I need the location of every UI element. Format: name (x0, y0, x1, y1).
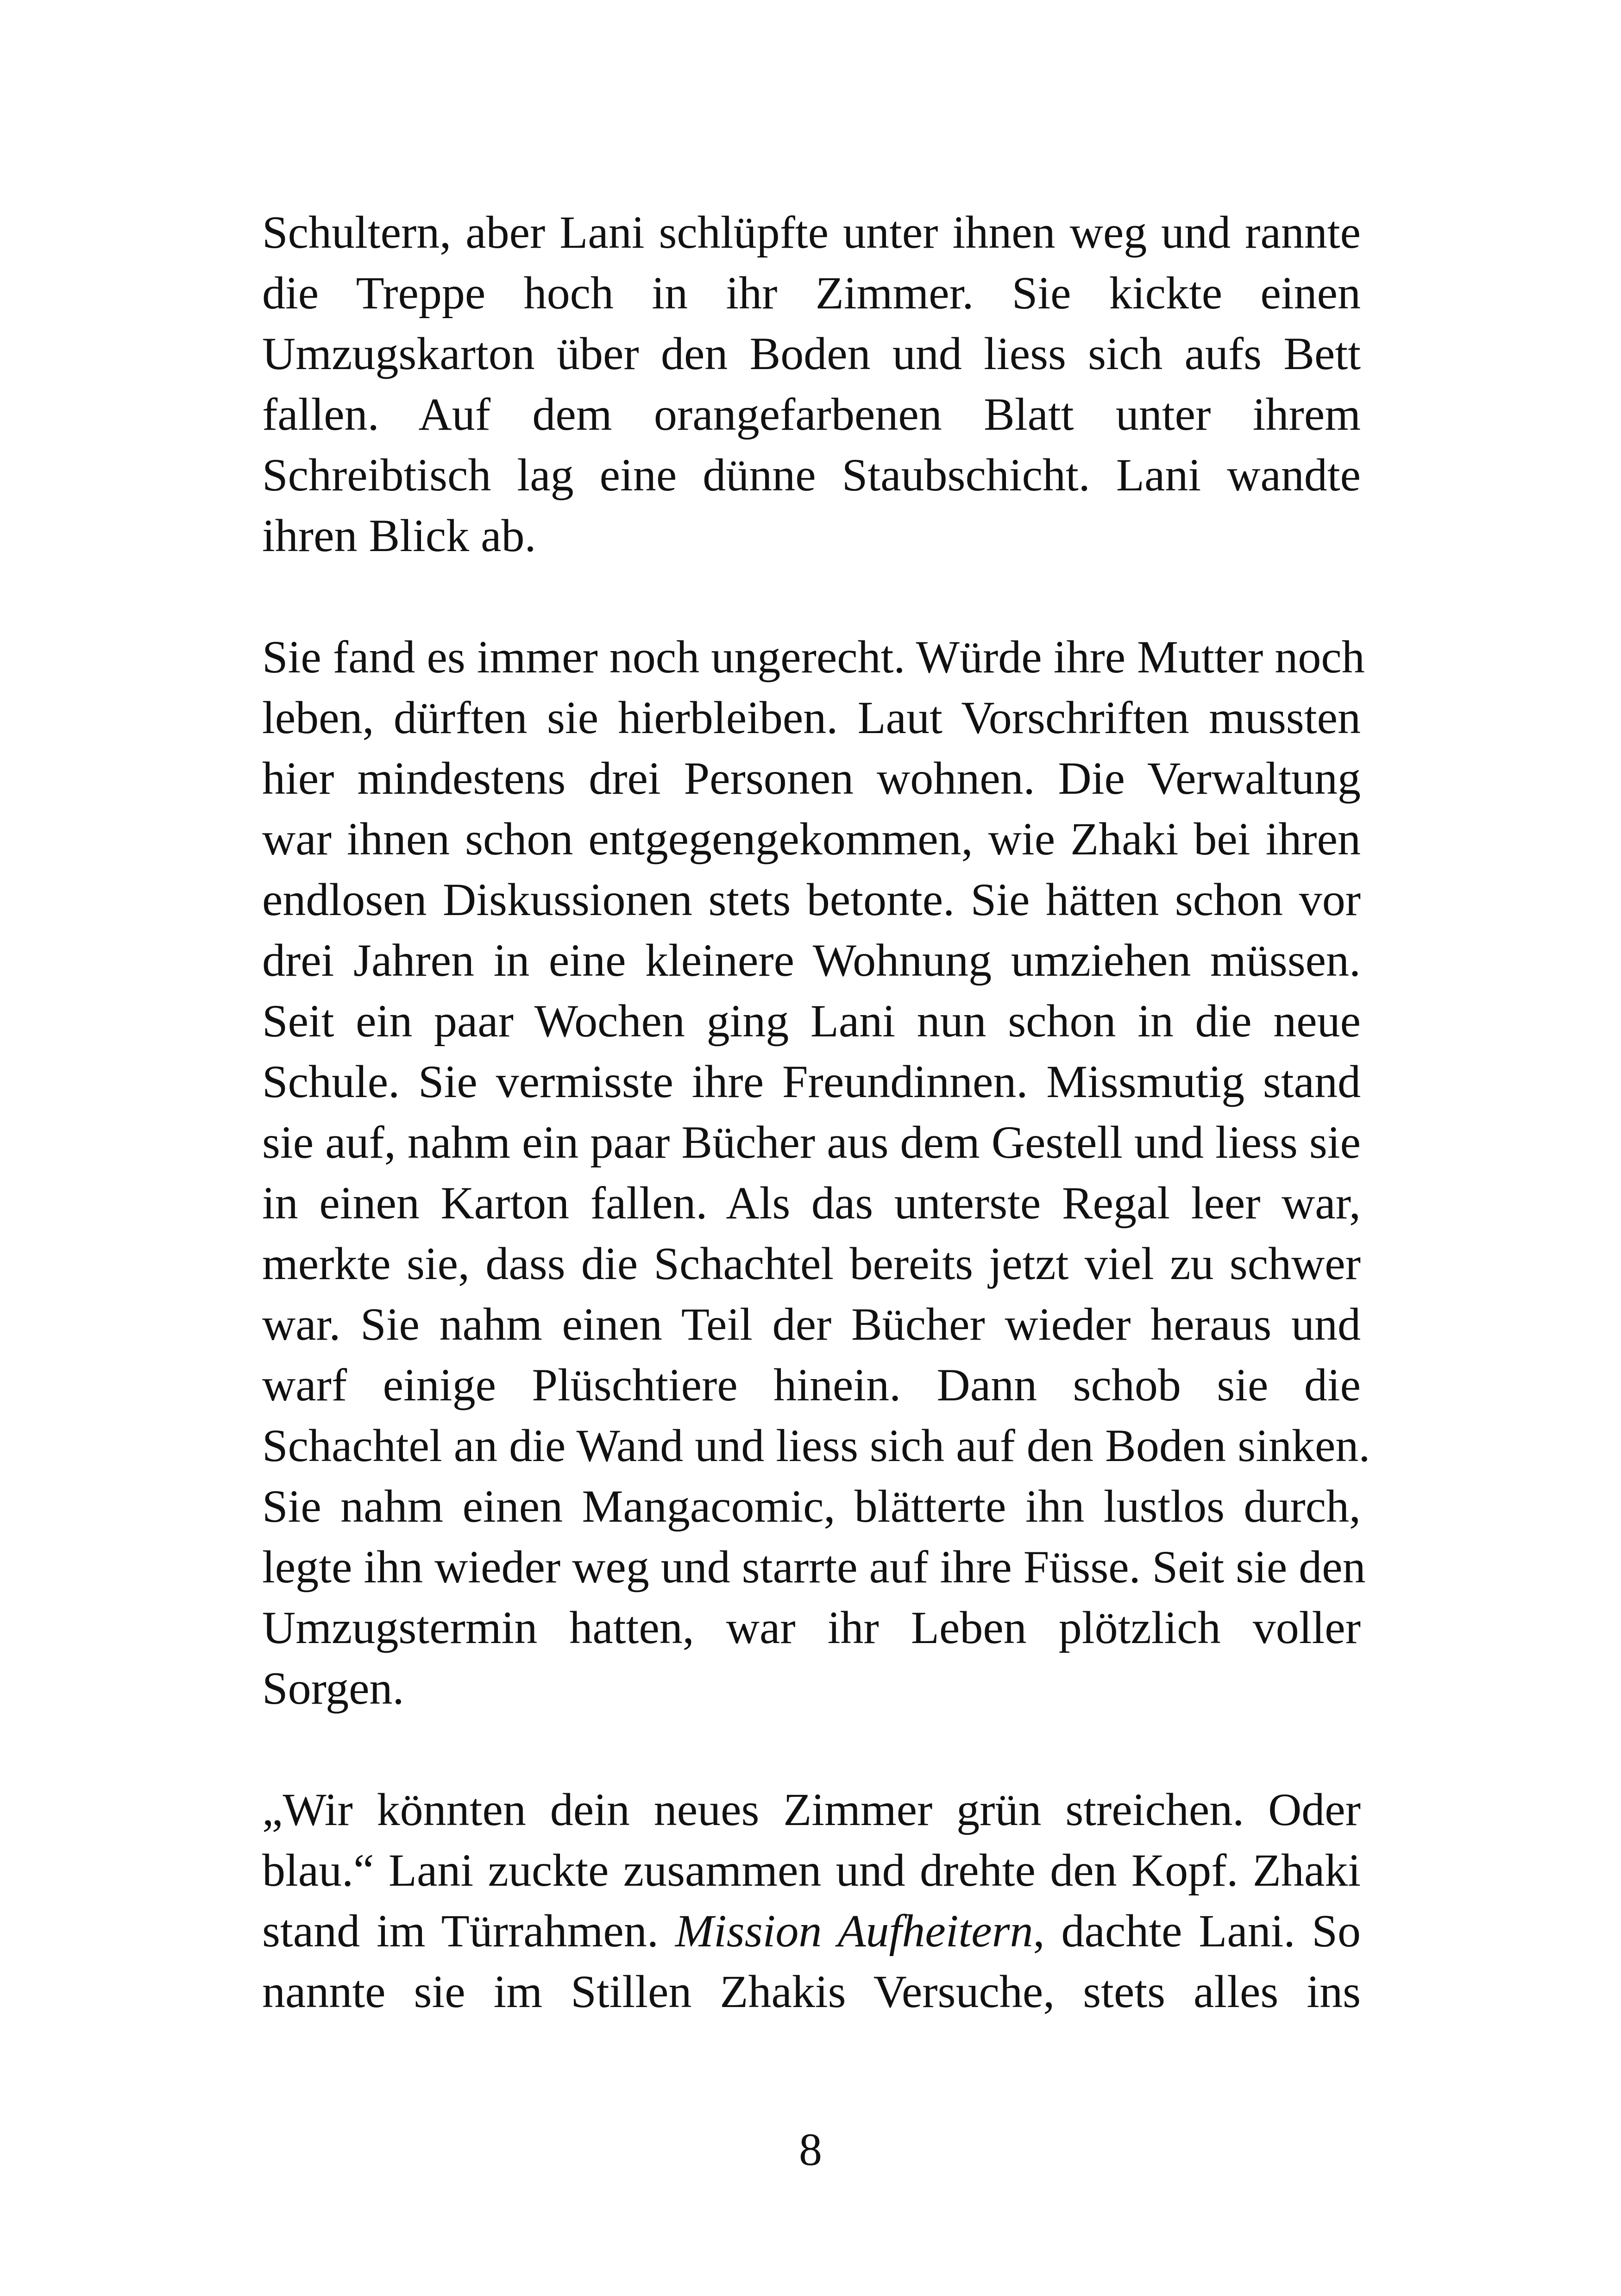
text-line: Umzugstermin hatten, war ihr Leben plötzlich voller (262, 1602, 1361, 1653)
text-line: Schultern, aber Lani schlüpfte unter ihnen weg und rannte (262, 207, 1361, 258)
text-line: endlosen Diskussionen stets betonte. Sie hätten schon vor (262, 874, 1361, 925)
text-line: legte ihn wieder weg und starrte auf ihre Füsse. Seit sie den (262, 1541, 1366, 1593)
text-line: Umzugskarton über den Boden und liess sich aufs Bett (262, 328, 1361, 379)
text-line: Schule. Sie vermisste ihre Freundinnen. Missmutig stand (262, 1056, 1361, 1107)
text-line: die Treppe hoch in ihr Zimmer. Sie kickte einen (262, 267, 1361, 319)
paragraph-1 (262, 202, 1361, 566)
text-line: Schachtel an die Wand und liess sich auf den Boden sinken. (262, 1420, 1370, 1471)
text-line-with-emphasis (262, 1901, 1361, 1961)
text-segment: , dachte Lani. So (1033, 1905, 1361, 1957)
paragraph-3 (262, 1779, 1361, 2022)
text-line: warf einige Plüschtiere hinein. Dann schob sie die (262, 1359, 1361, 1411)
text-line: drei Jahren in eine kleinere Wohnung umziehen müssen. (262, 935, 1361, 986)
text-line: sie auf, nahm ein paar Bücher aus dem Gestell und liess sie (262, 1117, 1361, 1168)
text-line: Sie fand es immer noch ungerecht. Würde ihre Mutter noch (262, 631, 1365, 683)
text-line: hier mindestens drei Personen wohnen. Die Verwaltung (262, 753, 1361, 804)
text-line: Sie nahm einen Mangacomic, blätterte ihn lustlos durch, (262, 1480, 1361, 1532)
text-line: leben, dürften sie hierbleiben. Laut Vorschriften mussten (262, 692, 1361, 743)
text-line: ihren Blick ab. (262, 510, 536, 561)
page-number: 8 (799, 2124, 822, 2175)
emphasis-text: Mission Aufheitern (675, 1905, 1033, 1957)
body-text (262, 202, 1370, 2022)
text-line: war ihnen schon entgegengekommen, wie Zhaki bei ihren (262, 813, 1361, 865)
text-line: in einen Karton fallen. Als das unterste Regal leer war, (262, 1177, 1361, 1229)
text-line: merkte sie, dass die Schachtel bereits jetzt viel zu schwer (262, 1238, 1361, 1289)
text-line: Schreibtisch lag eine dünne Staubschicht. Lani wandte (262, 449, 1361, 501)
paragraph-2 (262, 627, 1370, 1719)
text-line: Sorgen. (262, 1662, 404, 1714)
text-line: „Wir könnten dein neues Zimmer grün streichen. Oder (262, 1784, 1361, 1835)
text-line: war. Sie nahm einen Teil der Bücher wieder heraus und (262, 1299, 1361, 1350)
text-line: blau.“ Lani zuckte zusammen und drehte den Kopf. Zhaki (262, 1844, 1361, 1896)
text-line: fallen. Auf dem orangefarbenen Blatt unter ihrem (262, 389, 1361, 440)
text-segment: stand im Türrahmen. (262, 1905, 675, 1957)
text-line: nannte sie im Stillen Zhakis Versuche, stets alles ins (262, 1966, 1361, 2017)
text-line: Seit ein paar Wochen ging Lani nun schon in die neue (262, 995, 1361, 1047)
